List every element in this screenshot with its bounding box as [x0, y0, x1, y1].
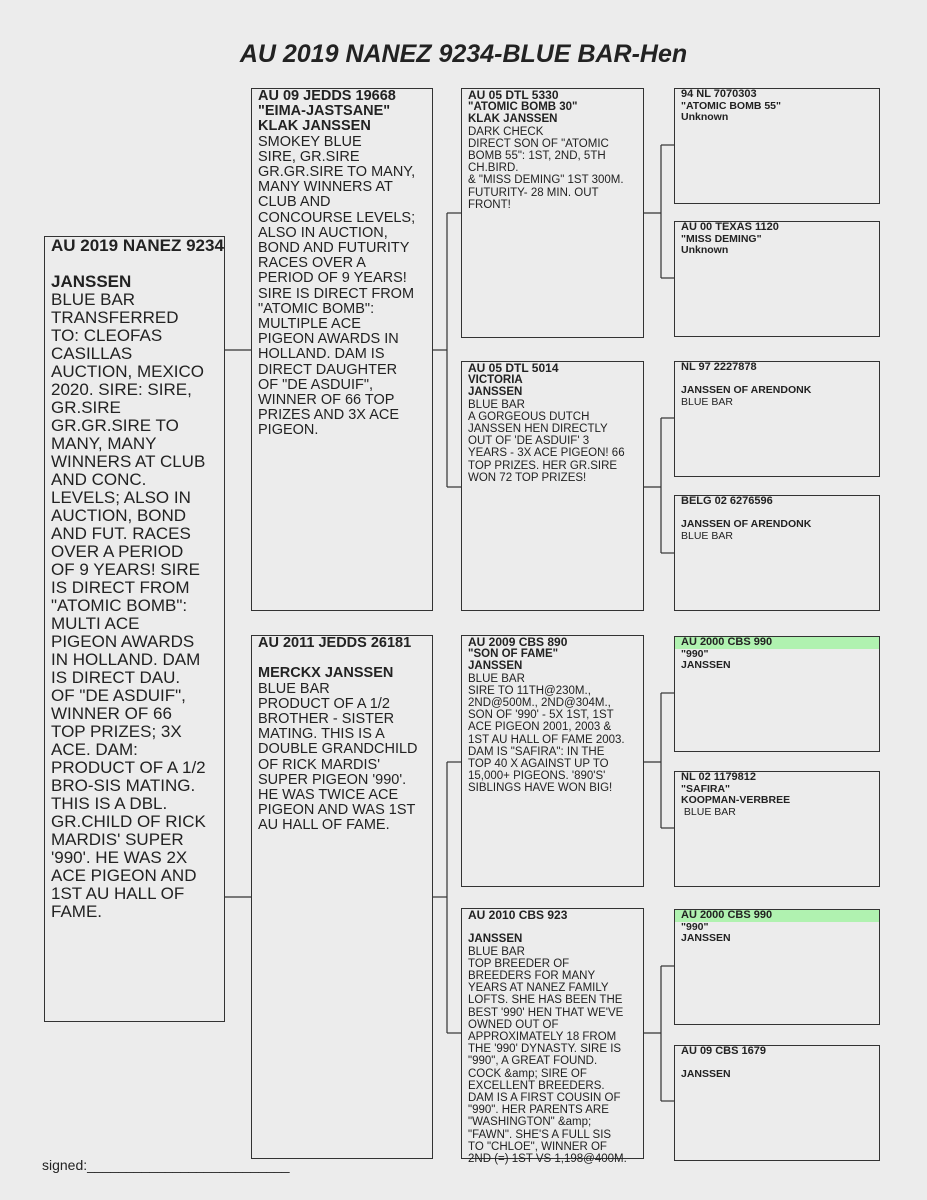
sire-dam-name: VICTORIA — [468, 374, 523, 387]
sire-band: AU 09 JEDDS 19668 — [258, 88, 396, 104]
dam-dam-breeder: JANSSEN — [468, 933, 523, 946]
sire-sire-box — [461, 88, 644, 338]
sire-notes: SMOKEY BLUE SIRE, GR.SIRE GR.GR.SIRE TO MANY, MANY WINNERS AT CLUB AND CONCOURSE LEVELS; ALSO IN AUCTION, BOND AND FUTURITY RACES OVER A PERIOD OF 9 YEARS! SIRE IS DIRECT FROM "ATOMIC BOMB": MULTIPLE ACE PIGEON AWARDS IN HOLLAND. DAM IS DIRECT DAUGHTER OF "DE ASDUIF", WINNER OF 66 TOP PRIZES AND 3X ACE PIGEON. — [258, 133, 416, 439]
signature-line: signed:__________________________ — [42, 1157, 290, 1173]
dam-sire-breeder: JANSSEN — [468, 660, 523, 673]
ddd-band: AU 09 CBS 1679 — [681, 1045, 766, 1057]
dss-band: AU 2000 CBS 990 — [675, 637, 879, 649]
dds-name: "990" — [681, 920, 709, 933]
sire-dam-band: AU 05 DTL 5014 — [468, 361, 559, 375]
dsd-name: "SAFIRA" — [681, 782, 731, 795]
ssd-band: AU 00 TEXAS 1120 — [681, 221, 779, 233]
sire-dam-notes: BLUE BAR A GORGEOUS DUTCH JANSSEN HEN DIRECTLY OUT OF 'DE ASDUIF' 3 YEARS - 3X ACE PIGEON! 66 TOP PRIZES. HER GR.SIRE WON 72 TOP PRIZES! — [468, 398, 625, 484]
sire-box — [251, 88, 433, 611]
ssd-breeder: Unknown — [681, 244, 729, 256]
dam-dam-band: AU 2010 CBS 923 — [468, 908, 568, 922]
ddd-box — [674, 1045, 880, 1161]
dsd-band: NL 02 1179812 — [681, 771, 757, 783]
sire-sire-band: AU 05 DTL 5330 — [468, 88, 559, 102]
sire-breeder: KLAK JANSSEN — [258, 118, 371, 135]
subject-box — [44, 236, 225, 1022]
dss-name: "990" — [681, 647, 709, 660]
sire-sire-name: "ATOMIC BOMB 30" — [468, 101, 578, 114]
dss-box — [674, 636, 880, 752]
ssd-box — [674, 221, 880, 337]
sss-band: 94 NL 7070303 — [681, 88, 757, 100]
sire-sire-breeder: KLAK JANSSEN — [468, 113, 558, 126]
dsd-notes: BLUE BAR — [681, 805, 736, 818]
ddd-breeder: JANSSEN — [681, 1068, 731, 1080]
dam-sire-notes: BLUE BAR SIRE TO 11TH@230M., 2ND@500M., 2ND@304M., SON OF '990' - 5X 1ST, 1ST ACE PIGEON 2001, 2003 & 1ST AU HALL OF FAME 2003. DAM IS "SAFIRA": IN THE TOP 40 X AGAINST UP TO 15,000+ PIGEONS. '890'S' SIBLINGS HAVE WON BIG! — [468, 672, 625, 795]
sire-dam-breeder: JANSSEN — [468, 386, 523, 399]
ssd-name: "MISS DEMING" — [681, 232, 762, 245]
sire-dam-box — [461, 361, 644, 611]
dsd-breeder: KOOPMAN-VERBREE — [681, 794, 791, 806]
dds-band: AU 2000 CBS 990 — [675, 910, 879, 922]
sdd-band: BELG 02 6276596 — [681, 495, 773, 507]
sss-breeder: Unknown — [681, 111, 729, 123]
dds-box — [674, 909, 880, 1025]
sire-sire-notes: DARK CHECK DIRECT SON OF "ATOMIC BOMB 55": 1ST, 2ND, 5TH CH.BIRD. & "MISS DEMING" 1ST 300M. FUTURITY- 28 MIN. OUT FRONT! — [468, 125, 624, 211]
dam-box — [251, 635, 433, 1159]
sds-notes: BLUE BAR — [681, 395, 733, 408]
dam-dam-box — [461, 908, 644, 1166]
subject-breeder: JANSSEN — [51, 272, 132, 291]
sds-breeder: JANSSEN OF ARENDONK — [681, 384, 812, 396]
sds-band: NL 97 2227878 — [681, 361, 757, 373]
dsd-box — [674, 771, 880, 887]
dam-sire-box — [461, 635, 644, 887]
dam-sire-band: AU 2009 CBS 890 — [468, 635, 568, 649]
dss-breeder: JANSSEN — [681, 659, 731, 671]
sdd-notes: BLUE BAR — [681, 529, 733, 542]
dam-band: AU 2011 JEDDS 26181 — [258, 635, 412, 651]
dam-notes: BLUE BAR PRODUCT OF A 1/2 BROTHER - SISTER MATING. THIS IS A DOUBLE GRANDCHILD OF RICK MARDIS' SUPER PIGEON '990'. HE WAS TWICE ACE PIGEON AND WAS 1ST AU HALL OF FAME. — [258, 680, 418, 834]
dds-breeder: JANSSEN — [681, 932, 731, 944]
subject-band: AU 2019 NANEZ 9234 — [51, 236, 224, 255]
sdd-box — [674, 495, 880, 611]
subject-notes: BLUE BAR TRANSFERRED TO: CLEOFAS CASILLAS AUCTION, MEXICO 2020. SIRE: SIRE, GR.SIRE GR.GR.SIRE TO MANY, MANY WINNERS AT CLUB AND CONC. LEVELS; ALSO IN AUCTION, BOND AND FUT. RACES OVER A PERIOD OF 9 YEARS! SIRE IS DIRECT FROM "ATOMIC BOMB": MULTI ACE PIGEON AWARDS IN HOLLAND. DAM IS DIRECT DAU. OF "DE ASDUIF", WINNER OF 66 TOP PRIZES; 3X ACE. DAM: PRODUCT OF A 1/2 BRO-SIS MATING. THIS IS A DBL. GR.CHILD OF RICK MARDIS' SUPER '990'. HE WAS 2X ACE PIGEON AND 1ST AU HALL OF FAME. — [51, 290, 206, 921]
dam-breeder: MERCKX JANSSEN — [258, 665, 394, 682]
dam-dam-notes: BLUE BAR TOP BREEDER OF BREEDERS FOR MANY YEARS AT NANEZ FAMILY LOFTS. SHE HAS BEEN THE BEST '990' HEN THAT WE'VE OWNED OUT OF APPROXIMATELY 18 FROM THE '990' DYNASTY. SIRE IS "990", A GREAT FOUND. COCK &amp; SIRE OF EXCELLENT BREEDERS. DAM IS A FIRST COUSIN OF "990". HER PARENTS ARE "WASHINGTON" &amp; "FAWN". SHE'S A FULL SIS TO "CHLOE", WINNER OF 2ND (=) 1ST VS 1,198@400M. — [468, 945, 627, 1166]
sire-name: "EIMA-JASTSANE" — [258, 103, 391, 120]
sds-box — [674, 361, 880, 477]
sss-box — [674, 88, 880, 204]
page-title: AU 2019 NANEZ 9234-BLUE BAR-Hen — [239, 40, 688, 68]
sdd-breeder: JANSSEN OF ARENDONK — [681, 518, 812, 530]
dam-sire-name: "SON OF FAME" — [468, 648, 559, 661]
sss-name: "ATOMIC BOMB 55" — [681, 99, 781, 112]
